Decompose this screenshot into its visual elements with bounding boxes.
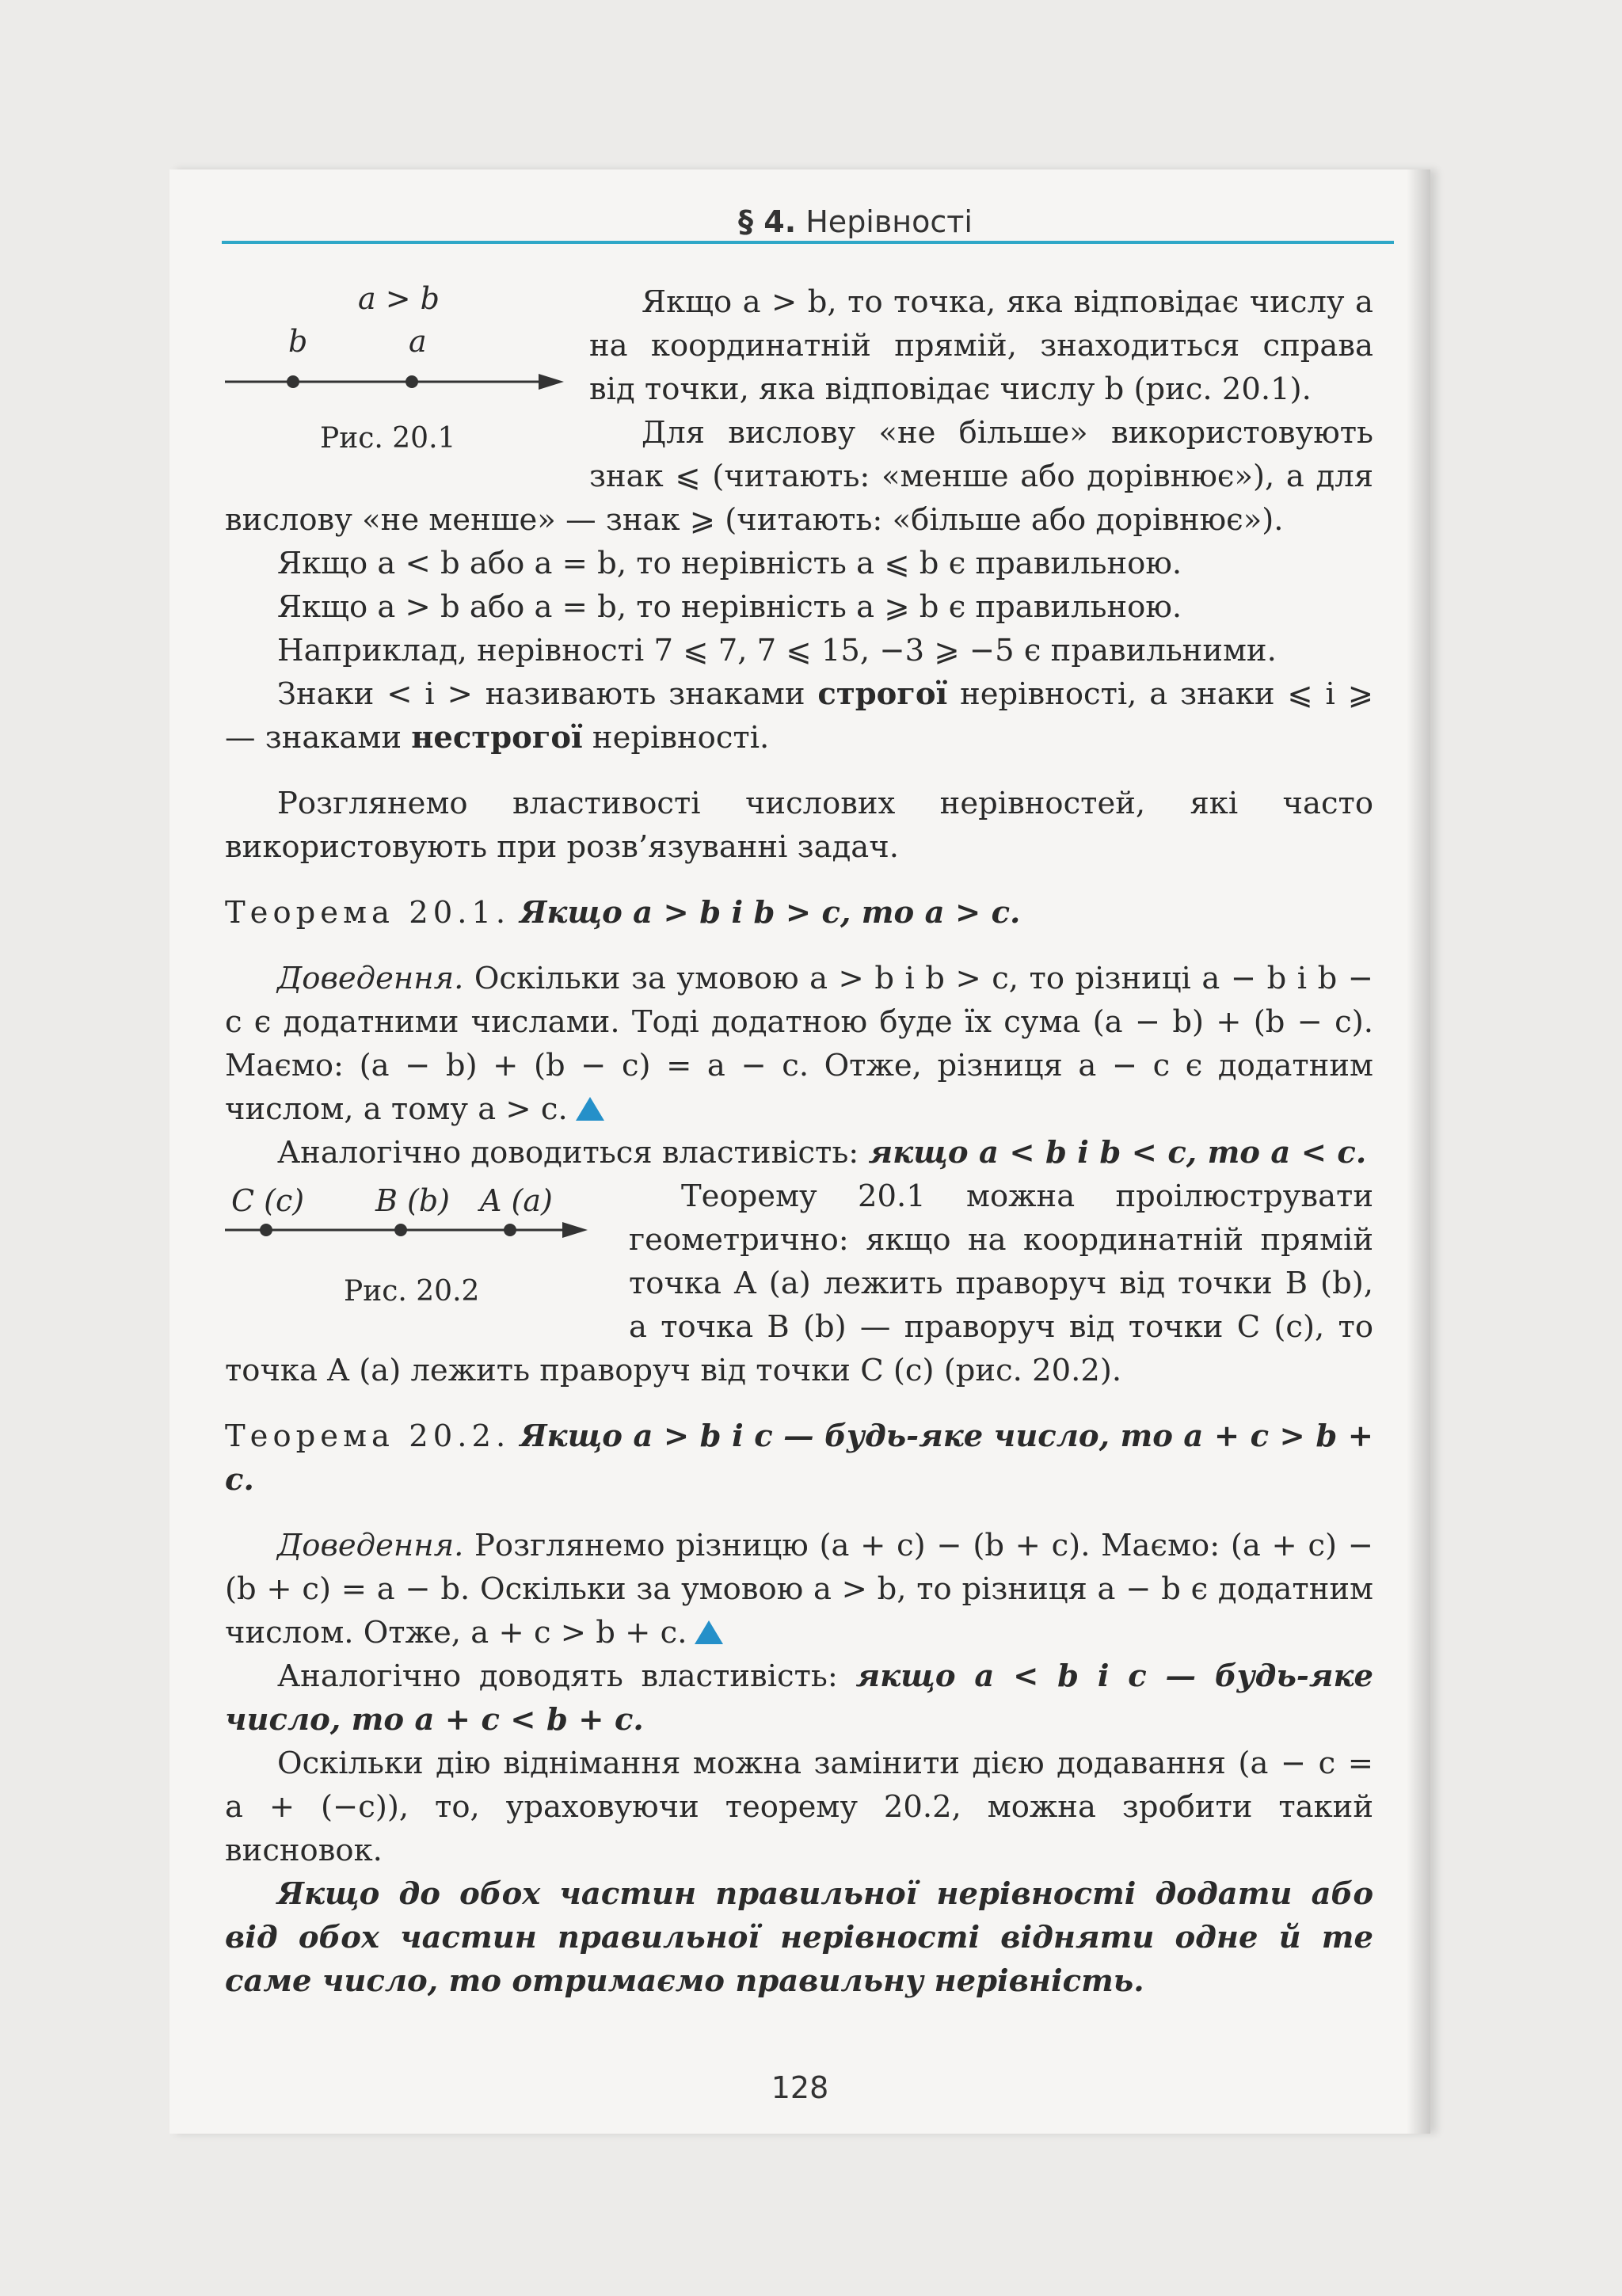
fig2-label-a: A (a) xyxy=(480,1183,553,1218)
page-number: 128 xyxy=(771,2070,829,2105)
theorem2-statement: Якщо a > b і c — будь-яке число, то a + c > b + c. xyxy=(225,1418,1373,1498)
fig2-label-b: B (b) xyxy=(375,1183,450,1218)
geometric-illustration: Теорему 20.1 можна проілюструвати геометрично: якщо на координатній прямій точка A (a) лежить праворуч від точки B (b), а точка B (b) — праворуч від точки C (c), то точка A (a) лежить праворуч від точки C (c) (рис. 20.2). xyxy=(225,1178,1373,1388)
analog1-statement: якщо a < b і b < c, то a < c. xyxy=(868,1135,1367,1171)
fig2-point-c xyxy=(260,1224,272,1236)
proof-end-triangle-icon xyxy=(576,1097,604,1121)
figure-20-1 xyxy=(225,280,589,486)
proof1-label: Доведення. xyxy=(277,961,464,996)
theorem1-label: Теорема 20.1. xyxy=(225,895,511,931)
fig1-caption: Рис. 20.1 xyxy=(320,422,456,455)
fig2-arrow xyxy=(562,1222,588,1238)
proof-2 xyxy=(225,1524,1373,1654)
section-title: Нерівності xyxy=(805,204,973,239)
analog-2 xyxy=(225,1654,1373,1742)
fig1-top-label: a > b xyxy=(358,281,440,316)
fig1-point-a xyxy=(406,375,418,388)
term-strict: строгої xyxy=(817,676,948,712)
analog2-intro: Аналогічно доводять властивість: xyxy=(277,1658,856,1694)
proof-1 xyxy=(225,957,1373,1131)
p6-text-1: Знаки < і > називають знаками xyxy=(277,676,818,712)
paragraph-subtraction: Оскільки дію віднімання можна замінити дією додавання (a − c = a + (−c)), то, ураховуючи теорему 20.2, можна зробити такий висновок. xyxy=(225,1746,1373,1868)
section-number: § 4. xyxy=(738,204,797,239)
theorem1-statement: Якщо a > b і b > c, то a > c. xyxy=(520,895,1021,931)
fig2-point-a xyxy=(504,1224,516,1236)
fig2-caption: Рис. 20.2 xyxy=(344,1275,480,1308)
page-content xyxy=(225,280,1373,2003)
fig2-point-b xyxy=(394,1224,407,1236)
theorem-20-1 xyxy=(225,891,1373,935)
figure-20-2 xyxy=(225,1175,629,1341)
paragraph-3: Якщо a < b або a = b, то нерівність a ⩽ b є правильною. xyxy=(277,546,1182,581)
p6-text-2: нерівності, а знаки ⩽ і ⩾ — знаками xyxy=(225,676,1373,756)
book-page xyxy=(169,169,1430,2134)
analog2-statement: якщо a < b і c — будь-яке число, то a + c < b + c. xyxy=(225,1658,1374,1738)
conclusion-statement: Якщо до обох частин правильної нерівності додати або від обох частин правильної нерівності відняти одне й те саме число, то отримаємо правильну нерівність. xyxy=(225,1876,1373,1999)
fig1-point-b xyxy=(287,375,299,388)
fig1-label-b: b xyxy=(288,324,308,359)
paragraph-1: Якщо a > b, то точка, яка відповідає числу a на координатній прямій, знаходиться справа від точки, яка відповідає числу b (рис. 20.1). xyxy=(589,284,1373,407)
theorem2-label: Теорема 20.2. xyxy=(225,1418,511,1454)
p6-text-3: нерівності. xyxy=(582,720,770,756)
analog-1 xyxy=(225,1131,1373,1175)
term-nonstrict: нестрогої xyxy=(411,720,583,756)
fig1-label-a: a xyxy=(409,324,427,359)
paragraph-4: Якщо a > b або a = b, то нерівність a ⩾ b є правильною. xyxy=(277,589,1182,625)
page-header xyxy=(222,193,1394,244)
proof1-text: Оскільки за умовою a > b і b > c, то різниці a − b і b − c є додатними числами. Тоді додатною буде їх сума (a − b) + (b − c). Маємо: (a − b) + (b − c) = a − c. Отже, різниця a − c є додатним числом, а тому a > c. xyxy=(225,961,1373,1127)
fig1-number-line xyxy=(225,280,589,407)
paragraph-6 xyxy=(225,672,1373,760)
paragraph-5: Наприклад, нерівності 7 ⩽ 7, 7 ⩽ 15, −3 ⩾ −5 є правильними. xyxy=(277,633,1277,668)
analog1-intro: Аналогічно доводиться властивість: xyxy=(277,1135,869,1171)
paragraph-7: Розглянемо властивості числових нерівностей, які часто використовують при розв’язуванні задач. xyxy=(225,786,1373,865)
paragraph-2: Для вислову «не більше» використовують знак ⩽ (читають: «менше або дорівнює»), а для вислову «не менше» — знак ⩾ (читають: «більше або дорівнює»). xyxy=(225,415,1373,538)
fig2-number-line xyxy=(225,1175,629,1270)
fig2-label-c: C (c) xyxy=(231,1183,305,1218)
theorem-20-2 xyxy=(225,1415,1373,1502)
proof2-text: Розглянемо різницю (a + c) − (b + c). Маємо: (a + c) − (b + c) = a − b. Оскільки за умовою a > b, то різниця a − b є додатним числом. Отже, a + c > b + c. xyxy=(225,1528,1373,1651)
proof-end-triangle-icon xyxy=(695,1620,723,1644)
proof2-label: Доведення. xyxy=(277,1528,464,1563)
fig1-arrow xyxy=(539,374,564,390)
